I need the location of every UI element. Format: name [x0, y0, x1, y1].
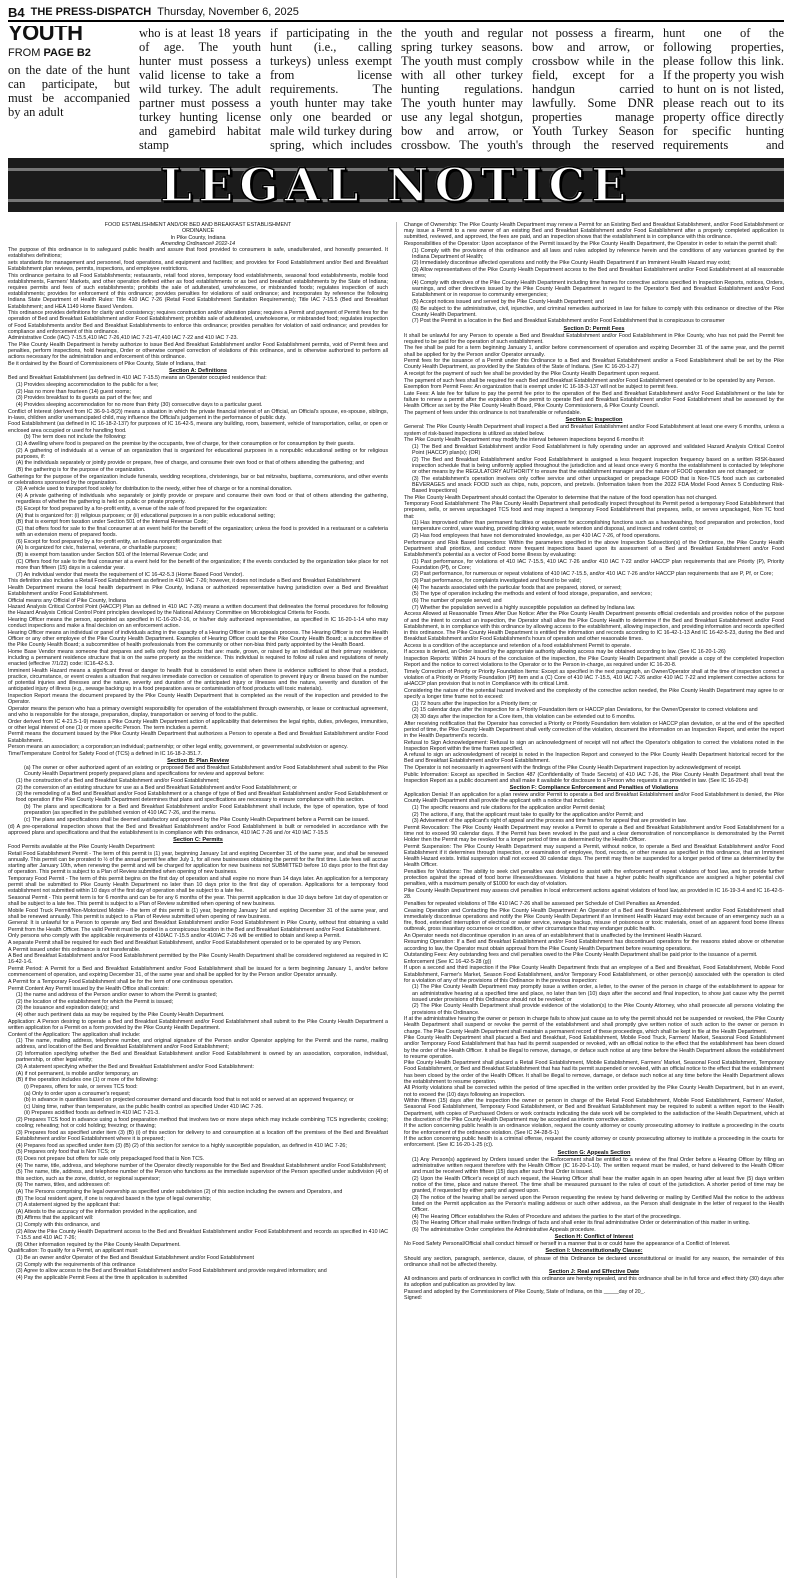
notice-paragraph: (B) if the operation includes one (1) or more of the following: [16, 1077, 158, 1084]
notice-paragraph: Hearing Officer means the person, appointed as specified in IC-16-20-2-16, or his/her duly authorized representative, as specified in IC 16-20-1-14 who may conduct inspections and make a final decision on an enforcement action. [8, 617, 388, 630]
notice-paragraph: Permit Revocation: The Pike County Health Department may revoke a Permit to operate a Bed and Breakfast Establishment and/or Food Establishment for a time not to exceed 90 calendar days. If the Permit has been revoked in the past and a clear demonstration of noncompliance is demonstrated by the Permit Holder then the Permit may be revoked for a longer period of time as determined by the Health Officer. [404, 825, 784, 844]
notice-paragraph: (1) The Pike County Health Department may promptly issue a written order, a letter, to the owner of the person in charge of the establishment to appear for an administrative hearing at a specified time and place, no later than ten (10) days after the second and final inspection, to show just cause why the permit issued under provisions of this Ordinance should not be revoked; or [412, 984, 784, 1003]
legal-column-left [8, 222, 388, 1578]
notice-paragraph: (4) The Hearing Officer establishes the Rules of Procedure and advises the parties to the start of the proceedings. [412, 1213, 681, 1220]
notice-paragraph: An Operator needs not discontinue operation in an area of an establishment that is unaffected by the Imminent Health Hazard. [404, 932, 703, 939]
notice-paragraph: Penalties for Violations: The ability to seek civil penalties was designed to assist with the enforcement of repeat violators of food law, and to provide further protection against the spread of food borne illnesses/diseases. Violations that have a higher public health significance are assigned a higher potential civil penalties, with a maximum penalty of $1000 for each day of violation. [404, 869, 784, 888]
notice-paragraph: The payment of such fees shall be required for each Bed and Breakfast Establishment and/or Food Establishment operated or to be operated by any Person. [404, 377, 776, 384]
notice-paragraph: (1) the name and address of the Person and/or owner to whom the Permit is granted; [16, 992, 218, 999]
notice-paragraph: Official means any Official of Pike County, Indiana [8, 597, 126, 604]
notice-paragraph: The Operator is not necessarily in agreement with the findings of the Pike County Health Department inspection by acknowledgment of receipt. [404, 765, 742, 772]
notice-paragraph: If upon a second and third inspection if the Pike County Health Department finds that an employee of a Bed and Breakfast, Food Establishment, Mobile Food Establishment, Farmer's Market, Season Food Establishment, and/or Temporary Food Establishment, or other person(s) associated with the operation is cited for a violation of any of the provisions of this Ordinance in the previous inspection: [404, 965, 784, 984]
notice-paragraph: Outstanding Fees: Any outstanding fees and civil penalties owed to the Pike County Health Department shall be paid prior to the issuance of a permit. [404, 952, 758, 959]
notice-paragraph: Inspection Report means the document prepared by the Pike County Health Department that is completed as the result of the inspection and provided to the Operator. [8, 692, 388, 706]
notice-paragraph: Exemption from Permit Fees: An organization that is exempt under IC 16-18-3-137 will not be subject to permit fees. [404, 384, 678, 391]
column-divider [396, 222, 397, 1578]
notice-paragraph: (2) The Pike County Health Department shall provide evidence of the violation(s) to the Pike County Attorney, who shall prosecute all persons violating the provisions of this Ordinance. [412, 1003, 784, 1016]
notice-paragraph: Operator means the person who has a primary oversight responsibility for operation of the establishment through ownership, or lease or contractual agreement, and who is responsible for the storage, preparation, display, transportation or serving of food to the public. [8, 705, 388, 718]
notice-paragraph: (5) The type of operation including the methods and extent of food storage, preparation, and services; [412, 591, 652, 598]
notice-paragraph: Permit Period: A Permit for a Bed and Breakfast Establishment and/or Food Establishment shall be issued for a term beginning January 1, and/or before commencement of operation, and expiring December 31, of the same year and shall be applied for by the Person and/or Operator annually. [8, 966, 388, 979]
section-c-body [8, 844, 388, 1281]
notice-paragraph: (4) Prepares food as specified under item (3) (B) (2) of this section for service to a highly susceptible population, as defined in 410 IAC 7-26; [16, 1142, 347, 1149]
section-d-body [404, 333, 784, 417]
notice-paragraph: No Food Safety Personal/Official shall conduct himself or herself in a manner that is or could have the appearance of a Conflict of Interest. [404, 1241, 731, 1248]
notice-paragraph: Pike County Health Department shall placard a Bed and Breakfast, Food Establishment, Mobile Food Truck, Farmers' Market, Seasonal Food Establishment and/or Temporary Food Establishment that has had its permit suspended or revoked, with an official notice to the effect that the establishment has been closed by the order of the Health Officer. It shall be illegal to remove, damage, or deface such notice at any time before the Health Department allows the establishment to resume operation. [404, 1035, 784, 1060]
notice-paragraph: (4) other such pertinent data as may be required by the Pike County Health Department. [16, 1012, 225, 1019]
notice-paragraph: (2) The actions, if any, that the applicant must take to qualify for the application and/or Permit; and [412, 811, 644, 818]
section-b-title: Section B: Plan Review [167, 758, 229, 765]
notice-paragraph: (ii) Prepares acidified foods as defined in 410 IAC 7-21-3. [24, 1110, 160, 1117]
notice-paragraph: This definition also includes a Retail Food Establishment as defined in 410 IAC 7-26; however, it does not include a Bed and Breakfast Establishment [8, 578, 361, 585]
notice-paragraph: (3) Allow representatives of the Pike County Health Department access to the Bed and Breakfast Establishment and/or Food Establishment at all reasonable times; [412, 267, 784, 280]
notice-paragraph: (a) The owner or other authorized agent of an existing or proposed Bed and Breakfast Establishment and/or Food Establishment shall submit to the Pike County Health Department properly prepared plans and specifications for review and approval before: [24, 765, 388, 778]
youth-text-2: who is at least 18 years of age. The youth hunter must possess a valid license to take a wild turkey. The adult partner must possess a turkey hunting license and gamebird habitat stamp [139, 26, 261, 152]
notice-paragraph: (1) The Bed and Breakfast Establishment and/or Food Establishment is fully operating under an approved and validated Hazard Analysis Critical Control Point (HACCP) plan(s); (OR) [412, 443, 784, 456]
notice-paragraph: (2) Past performance, for numerous or repeat violations of 410 IAC 7-15.5, and/or 410 IAC 7-26 and/or HACCP plan requirements that are P, Pf, or Core; [412, 571, 773, 578]
notice-paragraph: (3) The establishment's operation involves only coffee service and other unpackaged or prepackage FOOD that is Non-TCS food such as carbonated BEVERAGES and snack FOOD such as chips, nuts, popcorn, and pretzels. (Information taken from the 2022 FDA Model Food Annex 5 Conducting Risk-Based Inspections) [412, 475, 784, 494]
youth-text-5: not possess a firearm, bow and arrow, or crossbow while in the field, except for a handgun carried lawfully. Some DNR properties manage Youth Turkey Season through the reserved [532, 26, 654, 152]
heading-line: In Pike County, Indiana [170, 234, 226, 241]
notice-paragraph: Application: A Person desiring to operate a Bed and Breakfast Establishment and/or Food Establishment shall submit to the Pike County Health Department a written application for a Permit on a form provided by the Pike County Health Department. [8, 1018, 388, 1031]
notice-paragraph: The Pike County Health Department is hereby authorize to issue Bed And Breakfast Establishment and/or Food Establishment permits, void of Permit fees and penalties, perform inspections, hold hearings, Order or otherwise compel correction of violations of this ordinance, and is otherwise authorized to perform all actions necessary for the administration and enforcement of this ordinance. [8, 342, 388, 361]
notice-paragraph: (5) Accept notices issued and served by the Pike County Health Department; and [412, 298, 604, 305]
notice-paragraph: Seasonal Permit - This permit term is for 6 months and can be for any 6 months of the year. This permit application is due 10 days before 1st day of operation or shall be subject to a late fee. This permit is subject to a Plan of Review submitted when opening of new business. [8, 894, 388, 907]
notice-paragraph: Access is a condition of the acceptance and retention of a food establishment Permit to operate. [404, 642, 631, 649]
jump-prefix: FROM [8, 47, 41, 59]
notice-paragraph: (1) 72 hours after the inspection for a Priority item; or [412, 700, 538, 707]
notice-paragraph: Only persons who comply with the applicable requirements of 410IAC 7-15.5 and/or 410IAC 7-26 will be entitled to obtain and keep a Permit. [8, 933, 341, 940]
notice-paragraph: Order derived from IC 4-21.5-1-9) means a Pike County Health Department action of applicability that determines the legal rights, duties, privileges, immunities, or other legal interest of one (1) or more specific Person. The term includes a permit. [8, 718, 388, 731]
section-i-title: Section I: Unconstitutionally Clause: [545, 1248, 643, 1255]
notice-paragraph: (2) the conversion of an existing structure for use as a Bed and Breakfast Establishment and/or Food Establishment; or [16, 784, 297, 791]
section-h-body [404, 1241, 784, 1247]
notice-paragraph: (i) Prepares, offers for sale, or serves TCS food: [24, 1083, 138, 1090]
notice-paragraph: (4) The name, title, address, and telephone number of the Operator directly responsible for the Bed and Breakfast Establishment and/or Food Establishment; [16, 1162, 387, 1169]
notice-paragraph: (7) Post the Permit in a location in the Bed and Breakfast Establishment and/or Food Establishment that is conspicuous to consumer [412, 318, 725, 325]
notice-paragraph: If the action concerning public health is an ordinance violation, request the county attorney or county prosecuting attorney to institute a proceeding in the courts for the enforcement of the ordinance violation. (See IC 34-28-5-1) [404, 1123, 784, 1136]
notice-paragraph: (b) The term does not include the following: [24, 434, 127, 441]
notice-paragraph: (6) The names, titles, and addresses of: [16, 1182, 111, 1189]
notice-paragraph: Inspection Reports: Within 24 hours of the conclusion of the inspection, the Pike County Health Department shall provide a copy of the completed Inspection Report and the notice to correct violations to the Operator or to the Person in-charge, as required under IC 16-20-8. [404, 655, 784, 669]
notice-paragraph: This ordinance pertains to all Food Establishments; restaurants, retail food stores, temporary food establishments, seasonal food establishments, mobile food establishments, Farmers' Markets, and other operation defined either as food establishments or as bed and breakfast establishments by the State of Indiana; requires permits and fees of such establishments; prohibits the sale of adulterated, unwholesome, or misbranded foods; regulates inspection of such establishments; provides for enforcement of this ordinance; provides penalties for violations of said ordinance; and incorporates by reference the following Indiana State Department of Health Rules: Title 410 IAC 7-26 (Retail Food Establishment Sanitation Requirements); Title IAC 7-15.5 (Bed and Breakfast Establishment; and HEA 1149 Home Based Vendors. [8, 272, 388, 310]
notice-paragraph: If access is denied, an Order issued by the appropriate authority allowing access may be obtained according to law. (See IC 16-20-1-26) [404, 649, 726, 656]
section-e-body [404, 424, 784, 784]
notice-paragraph: (7) Whether the population served is a highly susceptible population as defined by Indiana law. [412, 604, 636, 611]
notice-paragraph: Permit fees for the issuance of a Permit under this Ordinance to a Bed and Breakfast Establishment and/or a Food Establishment shall be set by the Pike County Health Department, as provided by the Statutes of the State of Indiana. (See IC 16-20-1-27) [404, 358, 784, 371]
notice-paragraph: (7) A statement signed by the applicant that: [16, 1202, 120, 1209]
notice-paragraph: (6) Be subject to the administrative, civil, injunctive, and criminal remedies authorized in law for failure to comply with this ordinance or directive of the Pike County Health Department. [412, 305, 784, 318]
notice-paragraph: Resuming Operation: If a Bed and Breakfast Establishment and/or Food Establishment has discontinued operations for the reasons stated above or otherwise according to law, the Operator must obtain approval from the Pike County Health Department before resuming operations. [404, 939, 784, 952]
heading-line: FOOD ESTABLISHMENT AND/OR BED AND BREAKFAST ESTABLISHMENT [104, 222, 292, 228]
notice-paragraph: If the action concerning public health is a criminal offense, request the county attorney or county prosecuting attorney to institute a proceeding in the courts for enforcement. (See IC 16-20-1-25 (c)). [404, 1136, 784, 1149]
notice-paragraph: (7) An individual vendor that meets the requirement of IC 16-42-5.3 (Home Based Food Vendor). [16, 571, 244, 578]
notice-paragraph: Person means an association; a corporation;an individual; partnership; or other legal entity, government, or governmental subdivision or agency. [8, 744, 348, 751]
notice-paragraph: (6) The administrative Order completes the Administrative Appeals procedure. [412, 1226, 596, 1233]
notice-paragraph: (2) Information specifying whether the Bed and Breakfast Establishment and/or Food Establishment is owned by an association, corporation, individual, partnership, or other legal entity; [16, 1051, 388, 1064]
notice-paragraph: (A) the individuals separately or jointly provide or prepare, free of charge, and consume their own food or that of others attending the gathering; and [16, 460, 365, 467]
notice-paragraph: (5) Prepares only food that is Non TCS; or [16, 1149, 116, 1156]
notice-paragraph: A Permit for a Temporary Food Establishment shall be for the term of one continuous operation. [8, 978, 234, 985]
legal-notice [8, 222, 784, 1578]
paper-name: THE PRESS-DISPATCH [30, 6, 152, 18]
page-number: B4 [8, 4, 25, 20]
notice-paragraph: Performance and Risk Based Inspections: Within the parameters specified in the above Inspection Subsection(s) of the Ordinance, the Pike County Health Department shall prioritize, and conduct more frequent inspections based upon its assessment of a Bed and Breakfast Establishment and/or Food Establishment's potential as a vector of Food borne illness by evaluating: [404, 539, 784, 558]
youth-article [8, 26, 784, 152]
notice-paragraph: Imminent Health Hazard means a significant threat or danger to health that is considered to exist when there is evidence sufficient to show that a product, practice, circumstance, or event creates a situation that requires immediate correction or cessation of operation to prevent injury or illness based on the number of potential injuries and illnesses and the nature, severity and duration of the anticipated injury or illnesses and the nature, severity and duration of the anticipated injury of illness (e.g., sewage backing up in a food preparation area or contamination of food products will toxic materials). [8, 667, 388, 693]
notice-paragraph: (6) Except for food prepared by a for-profit entity, an Indiana nonprofit organization that: [16, 538, 223, 545]
notice-paragraph: (A) if not permanent, is mobile and/or temporary, an [16, 1070, 138, 1077]
youth-headline: YOUTH [8, 26, 83, 45]
heading-line: Amending Ordinance# 2022-14 [160, 240, 236, 247]
notice-paragraph: Temporary Food Permit - The term of this permit begins on the first day of operation and shall expire no more than 14 days later. An application for a temporary permit shall be submitted to Pike County Health Department no later than 10 days prior to the first day of operation. Applications for a temporary food establishment not submitted within 10 days of the first day of operation shall be subject to a late fee. [8, 875, 388, 895]
notice-paragraph: Pike County Health Department may assess civil penalties in local enforcement actions against violators of food law, as provided in IC 16-19-3-4 and IC 16-42-5-28. [404, 888, 784, 901]
notice-paragraph: (A) Attests to the accuracy of the information provided in the application, and [16, 1208, 197, 1215]
issue-date: Thursday, November 6, 2025 [157, 6, 299, 18]
notice-paragraph: Be it ordained by the Board of Commissioners of Pike County, State of Indiana, that: [8, 361, 207, 367]
youth-text-3: if participating in the hunt (i.e., calling turkeys) unless exempt from license requirements. The youth hunter may take only one bearded or male wild turkey during spring, which includes [270, 26, 392, 152]
notice-paragraph: All Priority violations shall be corrected within the period of time specified in the written order provided by the Pike County Health Department, but in an event, not to exceed the (10) days following an inspection. [404, 1085, 784, 1098]
notice-paragraph: Health Department means the local health department in Pike County, Indiana or authorized representative having jurisdiction over a Bed and Breakfast Establishment and/or Food Establishment. [8, 584, 388, 597]
notice-paragraph: (2) Has no more than fourteen (14) guest rooms; [16, 388, 131, 395]
notice-paragraph: (4) A private gathering of individuals who separately or jointly provide or prepare and consume their own food or that of others attending the gathering, regardless of whether the gathering is held on public or private property. [16, 493, 388, 506]
notice-paragraph: Administrative Code (IAC) 7-15.5,410 IAC 7-26,410 IAC 7-21-47,410 IAC 7-22 and 410 IAC 7-23. [8, 335, 238, 342]
section-a-title: Section A: Definitions [169, 368, 227, 375]
notice-paragraph: The Pike County Health Department should contact the Operator to determine that the nature of the food operation has not changed. [404, 494, 718, 501]
notice-paragraph: A receipt for the payment of such fee shall be provided by the Pike County Health Department upon request. [404, 371, 660, 378]
youth-text-1: on the date of the hunt can participate, but must be accompanied by an adult [8, 63, 130, 119]
notice-paragraph: (2) Immediately discontinue affected operations and notify the Pike County Health Department if an Imminent Health Hazard may exist; [412, 260, 731, 267]
youth-text-4: the youth and regular spring turkey seasons. The youth must comply with all other turkey hunting regulations. The youth hunter may use any legal shotgun, bow and arrow, or crossbow. The youth's [401, 26, 523, 152]
notice-paragraph: (B) Affirms that the applicant will: [16, 1215, 94, 1222]
notice-paragraph: Should any section, paragraph, sentence, clause, of phrase of this Ordinance be declared unconstitutional or invalid for any reason, the remainder of this ordinance shall not be affected thereby. [404, 1255, 784, 1268]
legal-notice-banner [8, 158, 784, 212]
notice-paragraph: Penalties for repeated violations of Title 410 IAC 7-26 shall be assessed per Schedule of Civil Penalties as Amended. [404, 900, 681, 907]
notice-paragraph: (3) Provides breakfast to its guests as part of the fee; and [16, 395, 152, 402]
notice-paragraph: (1) Be an owner and/or Operator of the Bed and Breakfast Establishment and/or Food Establishment [16, 1254, 254, 1261]
notice-paragraph: (6) The number of people served; and [412, 598, 502, 605]
notice-paragraph: (A) that is organized for: (i) religious purposes; or (ii) educational purposes in a non public educational setting; [16, 512, 276, 519]
notice-paragraph: (1) Past performance, for violations of 410 IAC 7-15.5, 410 IAC 7-26 and/or 410 IAC 7-22 and/or HACCP plan requirements that are Priority (P), Priority Foundation (Pf), or Core; [412, 558, 784, 571]
notice-paragraph: (2) the location of the establishment for which the Permit is issued; [16, 998, 174, 1005]
notice-paragraph: (1) The specific reasons and rule citations for the application and/or Permit denial; [412, 805, 606, 812]
notice-paragraph: The purpose of this ordinance is to safeguard public health and assure that food provided to consumers is safe, unadulterated, and honestly presented. It establishes definitions; [8, 247, 388, 260]
notice-paragraph: (c) Using time, rather than temperature, as the public health control as specified Under 410 IAC 7-26. [24, 1103, 263, 1110]
notice-paragraph: Permit means the document issued by the Pike County Health Department that authorizes a Person to operate a Bed and Breakfast Establishment and/or Food Establishment. [8, 731, 388, 744]
notice-paragraph: (3) A vehicle used to transport food solely for distribution to the needy, either free of charge or for a nominal donation. [16, 486, 293, 493]
notice-paragraph: After receiving notification that the Operator has corrected a Priority or Priority Foundation item violation or HACCP plan deviation, or at the end of the specified period of time, the Pike County Health Department shall verify correction of the violation, document the information on an Inspection Report, and enter the report in the Health Department's records. [404, 720, 784, 739]
section-f-body [404, 792, 784, 1148]
notice-paragraph: (2) Allow the Pike County Health Department access to the Bed and Breakfast Establishment and/or Food Establishment and records as specified in 410 IAC 7-15.5 and 410 IAC 7-26; [16, 1228, 388, 1241]
notice-paragraph: Late Fees: A late fee for failure to pay the permit fee prior to the operation of the Bed and Breakfast Establishment and/or Food Establishment or the late for failure to renew a permit after the expiration of the permit to operate Bed and Breakfast Establishment and/or Food Establishment shall be assessed by the Health Officer as set by the Pike County Health Board, Pike County Commissioners, & Pike County Council. [404, 391, 784, 410]
notice-paragraph: Change of Ownership: The Pike County Health Department may renew a Permit for an Existing Bed and Breakfast Establishment, and/or Food Establishment or may issue a Permit to a new owner of an existing Bed and Breakfast Establishment and/or Food Establishment after a properly completed application is submitted, reviewed, and approved, the fees are paid, and an inspection shows that the establishment is in compliance with this ordinance. [404, 222, 784, 241]
jump-line [8, 46, 130, 60]
notice-paragraph: Gatherings for the purpose of the organization include funerals, wedding receptions, christenings, bar or bat mitzvahs, baptisms, communions, and other events or celebrations sponsored by the organization. [8, 473, 388, 486]
notice-paragraph: Hearing Officer means an individual or panel of individuals acting in the capacity of a Hearing Officer in an appeals process. The Hearing Officer is not the Health Officer or any other employee of the Pike County Health Department. Examples of Hearing Officer could be the Pike County Health Board; a subcommittee of the Pike County Health Board; a subcommittee of health professionals from the community or other non-bias third party appointed by the Health Board. [8, 629, 388, 649]
notice-paragraph: (8) Other information required by the Pike County Health Department. [16, 1241, 181, 1248]
notice-paragraph: Permit Content Any Permit issued by the Health Office shall contain: [8, 985, 169, 992]
banner-title: LEGAL NOTICE [159, 158, 633, 212]
section-i-body [404, 1256, 784, 1268]
notice-paragraph: A Bed and Breakfast Establishment and/or Food Establishment permitted by the Pike County Health Department shall be considered registered as required in IC 16-42-1-6. [8, 953, 388, 966]
notice-paragraph: Retail Food Establishment Permit - The term of this permit is (1) year, beginning January 1st and expiring December 31 of the same year, and shall be renewed annually. This permit can be prorated to ½ of the annual permit fee after July 1, for all new businesses obtaining the permit for the first time. Late fees will accrue starting after January 10th, when renewing the permit and will be charged for application for new business not SUBMITTED before 10 days prior to the first day of operation. This permit is subject to a Plan of Review submitted when opening of new business. [8, 850, 388, 876]
section-j-body [404, 1276, 784, 1302]
notice-paragraph: (2) Upon the Health Officer's receipt of such request, the Hearing Officer shall hear the matter again in an open hearing after at least five (5) days written notice of the time, place and nature thereof. The time shall be measured pursuant to the rules of court of the jurisdiction. A shorter period of time may be granted, if requested by either party and agreed upon. [412, 1175, 784, 1194]
notice-paragraph: (d) A pre-operational inspection shows that the Bed and Breakfast Establishment and/or Food Establishment is built or remodeled in accordance with the approved plans and specifications and that the establishment is in compliance with this ordinance, 410 IAC 7-26 and /or 410 IAC 7-15.5 [8, 823, 388, 836]
youth-column-1 [8, 26, 130, 152]
notice-paragraph: (2) A gathering of individuals at a venue of an organization that is organized for educational purposes in a nonpublic educational setting or for religious purposes, if: [16, 447, 388, 460]
notice-paragraph: A refusal to sign an acknowledgment of receipt is noted in the Inspection Report and conveyed to the Pike County Health Department historical record for the Bed and Breakfast Establishment and/or Food Establishment. [404, 752, 784, 765]
legal-column-right [404, 222, 784, 1578]
notice-paragraph: (3) Advisement of the applicant's right of appeal and the process and time frames for appeal that are provided in law. [412, 818, 687, 825]
notice-paragraph: (1) Any Person(s) aggrieved by Orders issued under the Enforcement shall be entitled to a review of the final Order before a Hearing Officer by filling an administrative written request therefore with the Health Officer (IC 16-20-1-10). The written request must be mailed, or hand delivered to the Health Officer and must be received within fifteen (15) days after such final Order is issued. [412, 1156, 784, 1175]
notice-paragraph: (4) Comply with directives of the Pike County Health Department including time frames for corrective actions specified in Inspection Reports, notices, Orders, warnings, and other directives issued by the Pike County Health Department in regard to the Operator's Bed and Breakfast Establishment and/or Food Establishment or in response to community emergencies; [412, 279, 784, 299]
notice-paragraph: (4) Pay the applicable Permit Fees at the time th application is submitted [16, 1274, 188, 1281]
notice-paragraph: Bed and Breakfast Establishment (as defined in 410 IAC 7-15.5) means an Operator occupied residence that: [8, 375, 267, 382]
notice-paragraph: Time/Temperature Control for Safety Food of (TCS) a defined in IC 16-18-2-351.7. [8, 750, 203, 757]
notice-paragraph: (1) Comply with the provisions of this ordinance and all laws and rules adopted by reference herein and the conditions of any variances granted by the Indiana Department of Health; [412, 247, 784, 260]
notice-paragraph: (2) Prepares TCS food in advance using a food preparation method that involves two or more steps which may include combining TCS ingredients; cooking; cooling; reheating; hot or cold holding; freezing; or thawing; [16, 1117, 388, 1130]
notice-paragraph: (5) Except for food prepared by a for-profit entity, a venue of the sale of food prepared for the organization: [16, 505, 268, 512]
notice-paragraph: Timely Correction of Priority or Priority Foundation Items: Except as specified in the next paragraph, an Owner/Operator shall at the time of inspection correct a violation of a Priority or Priority Foundation (Pf) item and a (C) Core of 410 IAC 7-15.5, 410 IAC 7-26 and/or 410 IAC 7-22 and implement corrective actions for aHACCP plan provision that is not in Compliance with its critical Limit. [404, 668, 784, 688]
notice-paragraph: (B) the gathering is for the purpose of the organization. [16, 467, 146, 473]
notice-paragraph: (B) The local resident agent, if one is required based n the type of legal ownership; [16, 1195, 212, 1202]
notice-paragraph: (b) The plans and specifications for a Bed and Breakfast Establishment and/or Food Establishment shall include, the type of operation, type of food preparation (as specified in the published version of 410 IAC 7-26, and the menu. [24, 804, 388, 817]
notice-paragraph: (B) that is exempt from taxation under Section 501 of the Internal Revenue Code; [16, 519, 208, 526]
notice-paragraph: Signed: [404, 1295, 423, 1302]
notice-paragraph: A Permit issued under this ordinance is not transferable. [8, 946, 141, 953]
notice-paragraph: This ordinance provides definitions for clarity and consistency; requires construction and/or alteration plans; requires a Permit and payment of Permit fees for the operation of Bed and Breakfast Establishment and/or Food Establishment; prohibits sale of adulterated, unwholesome, or misbranded food; regulates inspection of Food Establishments and/or Bed and Breakfast Establishments to enforce this ordinance; provides penalties for violation of said ordinance; and provides for compliance and enforcement of this ordinance. [8, 310, 388, 335]
notice-paragraph: Mobile Food Truck Permit/Non-Motorized Mobile - the term of this permit is (1) year, beginning January 1st and expiring December 31 of the same year, and shall be renewed annually. This permit is subject to a Plan of Review submitted when opening of new business. [8, 907, 388, 920]
notice-paragraph: (2) Comply with the requirements of this ordinance [16, 1261, 136, 1268]
notice-paragraph: Food Establishment (as defined in IC 16-18-2-137) for purposes of IC 16-42-5, means any building, room, basement, vehicle of transportation, cellar, or open or enclosed area occupied or used for handling food. [8, 421, 388, 434]
notice-paragraph: (c) The plans and specifications shall be deemed satisfactory and approved by the Pike County Health Department before a Permit can be issued. [24, 816, 370, 823]
notice-paragraph: (3) the remodeling of a Bed and Breakfast and/or Food Establishment or a change of type of Bed and Breakfast Establishment and/or Food Establishment or food operation if the Pike County Health Department determines that plans and specifications are necessary to ensure compliance with this section. [16, 791, 388, 804]
ordinance-intro [8, 247, 388, 367]
notice-paragraph: All ordinances and parts of ordinances in conflict with this ordinance are hereby repealed, and this ordinance shall be in full force and effect thirty (30) days after its adoption and publication as provided by law. [404, 1275, 784, 1289]
section-g-title: Section G: Appeals Section [557, 1149, 631, 1156]
heading-line: ORDINANCE [181, 228, 215, 235]
notice-paragraph: The payment of fees under this ordinance is not transferable or refundable. [404, 410, 582, 417]
notice-paragraph: Ceasing Operation and Contacting the Pike County Health Department: An Operator of a Bed and Breakfast Establishment and/or Food Establishment shall immediately discontinue operations and notify the Pike County Health Department if an Imminent Health Hazard may exist because of an emergency such as a fire, flood, extended interruption of electrical or water service, sewage backup, misuse of poisonous or toxic materials, onset of an apparent food borne illness outbreak, gross insanitary occurrence or condition, or other circumstance that may endanger public health. [404, 907, 784, 933]
section-f-title: Section F: Compliance Enforcement and Penalties of Violations [509, 785, 679, 792]
notice-paragraph: (3) the issuance and expiration date(s); and [16, 1005, 120, 1012]
section-b-body [8, 765, 388, 836]
notice-paragraph: sets standards for management and personnel, food operations, and equipment and facilities; and provides for Food Establishment and/or Bed and Breakfast Establishment plan reviews, permits, inspections, and employee restrictions. [8, 260, 388, 273]
section-g-body [404, 1157, 784, 1233]
section-a-body [8, 375, 388, 757]
notice-paragraph: (2) 15 calendar days after the inspection for a Priority Foundation item or HACCP plan Deviations, for the Owner/Operator to correct violations and [412, 707, 758, 714]
notice-paragraph: (1) the construction of a Bed and Breakfast Establishment and/or Food Establishment; [16, 778, 220, 784]
ownership-responsibilities [404, 222, 784, 325]
notice-paragraph: Hazard Analysis Critical Control Point (HACCP) Plan as defined in 410 IAC 7-26) means a written document that delineates the formal procedures for following the Hazard Analysis Critical Control Point principles developed by the National Advisory Committee on Microbiological Criteria for Foods. [8, 604, 388, 617]
notice-paragraph: (3) The notice of the hearing shall be served upon the Person requesting the review by hand delivering or mailing by Certified Mail the notice to the address listed on the Permit application as the Person's mailing address or such other address, as the Person shall designate in the letter of request to the Health Officer. [412, 1194, 784, 1213]
section-h-title: Section H: Conflict of Interest [554, 1234, 634, 1241]
notice-paragraph: Conflict of Interest (derived from IC 36-9-1-8(2)) means a situation in which the private financial interest of an Official, an Official's spouse, ex-spouse, siblings, in-laws, children and/or unemancipated child, may influence the Official's judgement in the performance of public duty. [8, 408, 388, 421]
section-d-title: Section D: Permit Fees [563, 325, 625, 332]
notice-paragraph: (b) in advance in quantities based on projected consumer demand and discards food that is not sold or served at an approved frequency; or [24, 1097, 354, 1104]
notice-paragraph: Enforcement (See IC 16-42-5-28 (g)) [404, 958, 492, 965]
notice-paragraph: (3) 30 days after the inspection for a Core item, this violation can be extended out to 6 months. [412, 713, 636, 720]
ordinance-heading [8, 222, 388, 247]
notice-paragraph: General: The Pike County Health Department shall inspect a Bed and Breakfast Establishment and/or Food Establishment at least one every 6 months, unless a system of risk-based inspections is utilized as stated below. [404, 424, 784, 437]
notice-paragraph: (A) Is organized for civic, fraternal, veterans, or charitable purposes; [16, 545, 177, 552]
notice-paragraph: Considering the nature of the potential hazard involved and the complexity of the corrective action needed, the Pike County Health Department may agree to or specify a longer time frame not to exceed: [404, 687, 784, 700]
notice-paragraph: (B) is exempt from taxation under Section 501 of the Internal Revenue Code; and [16, 552, 208, 559]
notice-paragraph: (1) Provides sleeping accommodation to the public for a fee; [16, 381, 159, 388]
notice-paragraph: Pike County Health Department shall placard a Retail Food Establishment, Mobile Establishment, Farmers' Market, Seasonal Food Establishment, Temporary Food Establishment, or Bed and Breakfast Establishment that has had its permit suspended or revoked, with an official notice to the effect that the establishment has been closed by the order of the Health Officer. It shall be illegal to remove, damage, or deface such notice at any time before the Health Department allows the establishment to resume operation. [404, 1060, 784, 1085]
notice-paragraph: The fee shall be paid for a term beginning January 1, and/or before commencement of operation and expiring December 31 of the same year, and the permit shall be applied for by the Person and/or Operator annually. [404, 345, 784, 358]
notice-paragraph: Qualification: To qualify for a Permit, an applicant must: [8, 1248, 139, 1255]
notice-paragraph: Responsibilities of the Operator: Upon acceptance of the Permit issued by the Pike County Health Department, the Operator in order to retain the permit shall: [404, 240, 778, 247]
notice-paragraph: (C) Offers food for sale to the final consumer at a event held for the benefit of the organization; if the events conducted by the organization take place for not more than fifteen (15) days in a calendar year. [16, 558, 388, 571]
notice-paragraph: (3) Agree to allow access to the Bed and Breakfast Establishment and/or Food Establishment and provide required information; and [16, 1268, 327, 1275]
notice-paragraph: (2) The Bed and Breakfast Establishment and/or Food Establishment is assigned a less frequent inspection frequency based on a written RISK-based inspection schedule that is being uniformly applied throughout the jurisdiction and at least once every 6 months the establishment is contacted by telephone or other means by the REGULATORY AUTHORITY to ensure that the establishment manager and the nature of FOOD operation are not changed; or [412, 456, 784, 475]
notice-paragraph: (C) that offers food for sale to the final consumer at an event held for the benefit of the organization; unless the food is provided in a restaurant or a cafeteria with an extension menu of prepared foods. [16, 525, 388, 539]
notice-paragraph: Temporary Food Establishment: The Pike County Health Department shall periodically inspect throughout its Permit period a temporary Food Establishment that prepares, sells, or serves unpackaged TCS food and may inspect a temporary Food Establishment that prepares, sells, or serves unpackaged, Non TC food that: [404, 501, 784, 520]
notice-paragraph: (6) Does not prepare but offers for sale only prepackaged food that is Non TCS. [16, 1156, 205, 1163]
section-e-title: Section E: Inspection [565, 417, 623, 424]
notice-paragraph: Permit Suspension: The Pike County Health Department may suspend a Permit, without notice, to operate a Bed and Breakfast Establishment and/or Food Establishment if it determines through inspection, or examination of employee, food, records, or other means as specified in this ordinance, that an Imminent Health Hazard exists. Initial suspension shall not exceed 30 calendar days. The permit may then be suspended for a longer period of time as determined by the Health Officer. [404, 844, 784, 869]
section-c-title: Section C: Permits [173, 836, 223, 843]
notice-paragraph: A separate Permit shall be required for each Bed and Breakfast Establishment, and/or Food Establishment operated or to be operated by any Person. [8, 939, 362, 946]
notice-paragraph: (A) The Persons comprising the legal ownership as specified under subdivision (2) of this section including the owners and Operators, and [16, 1188, 343, 1195]
notice-paragraph: (1) A dwelling where food is prepared on the premise by the occupants, free of charge, for their consumption or for consumption by their guests. [16, 440, 355, 447]
jump-page: PAGE B2 [43, 47, 91, 59]
notice-paragraph: (5) The Hearing Officer shall make written findings of facts and shall enter its final administrative Order or determination of this matter in writing. [412, 1220, 751, 1227]
section-j-title: Section J: Real and Effective Date [548, 1268, 640, 1275]
notice-paragraph: Application Denial: If an application for a plan review and/or Permit to operate a Bed and Breakfast Establishment and/or Food Establishment is denied, the Pike County Health Department shall provide the applicant with a notice that includes: [404, 792, 784, 805]
notice-paragraph: Passed and adopted by the Commissioners of Pike County, State of Indiana, on this _____day of 20_. [404, 1288, 646, 1295]
notice-paragraph: Access Allowed at Reasonable Times After Due Notice: After the Pike County Health Department presents official credentials and provides notice of the purpose of and the intent to conduct an inspection, the Operator shall allow the Pike County Health to determine if the Bed and Breakfast Establishment and/or Food Establishment, is in compliance with this ordinance by allowing access to the establishment, allowing inspection, and providing information and records specified in this ordinance. The Pike County Health Department is entitled the information and records according to IC 16-42-1-13 And IC 16-42-5-23, during the Bed and Breakfast Establishment and/or Food Establishment's hours of operation and other reasonable times. [404, 611, 784, 642]
youth-text-6: hunt one of the following properties, please follow this link. If the property you wish to hunt on is not listed, please reach out to its property office directly for specific hunting requirements and [663, 26, 784, 152]
notice-paragraph: Refusal to Sign Acknowledgement: Refusal to sign an acknowledgment of receipt will not affect the Operator's obligation to correct the violations noted in the Inspection Report within the time frames specified. [404, 739, 784, 752]
notice-paragraph: (5) The name, title, address, and telephone number of the Person who functions as the immediate supervisor of the Person specified under subdivision (4) of this section, such as the zone, district, or regional supervisor; [16, 1169, 388, 1182]
notice-paragraph: (3) Past performance, for complaints investigated and found to be valid; [412, 578, 582, 585]
notice-paragraph: (2) Has food employees that have not demonstrated knowledge, as per 410 IAC 7-26, of food operations. [412, 533, 661, 539]
notice-paragraph: Within fifteen (15) days after the inspection the owner or person in charge of the Retail Food Establishment, Mobile Food Establishment, Farmers' Market, Seasonal Food Establishment, Temporary Food Establishment, or Bed and Breakfast Establishment may be required to submit a written report to the Health Department, with copies of Purchased Orders or work contracts indicating the date work will be completed to the satisfaction of the Health Department, which at the discretion of the Pike County Health Department may be accepted as interim corrective action. [404, 1098, 784, 1123]
notice-paragraph: (3) A statement specifying whether the Bed and Breakfast Establishment and/or Food Establishment: [16, 1063, 254, 1070]
notice-paragraph: (4) Provides sleeping accommodation for no more than thirty (30) consecutive days to a particular guest. [16, 401, 263, 408]
notice-paragraph: Public Information: Except as specified in Section 487 (Confidentiality of Trade Secrets) of 410 IAC 7-26, the Pike County Health Department shall treat the Inspection Report as a public document and shall make it available for disclosure to a Person who requests it as provided in law. (See IC 16-20-8) [404, 771, 784, 784]
masthead [8, 4, 784, 22]
notice-paragraph: (a) Only to order upon a consumer's request; [24, 1090, 131, 1097]
notice-paragraph: Food Permits available at the Pike County Health Department: [8, 844, 156, 851]
notice-paragraph: (1) Has improvised rather than permanent facilities or equipment for accomplishing functions such as a handwashing, food preparation and protection, food temperature control, ware washing, providing drinking water, waste retention and disposal, and insect and rodent control; or [412, 520, 784, 533]
notice-paragraph: (1) The name, mailing address, telephone number, and original signature of the Person and/or Operator applying for the Permit and the name, mailing address, and location of the Bed and Breakfast Establishment and/or Food Establishment; [16, 1038, 388, 1051]
notice-paragraph: If at the administrative hearing the owner or person in charge fails to show just cause as to why the permit should not be suspended or revoked, the Pike County Health Department shall suspend or revoke the permit of the establishment and shall promptly give written notice of such action to the owner or person in charge. The Pike County Health Department shall maintain a permanent record of these proceedings, which shall be kept in file at the Health Department. [404, 1016, 784, 1035]
notice-paragraph: (4) The hazards associated with the particular foods that are prepared, stored, or served; [412, 584, 622, 591]
notice-paragraph: (3) Prepares food as specified under item (3) (B) (i) of this section for delivery to and consumption at a location off the premises of the Bed and Breakfast Establishment and/or Food Establishment where it is prepared; [16, 1129, 388, 1143]
notice-paragraph: Content of the Application: The application shall include: [8, 1031, 141, 1038]
notice-paragraph: It shall be unlawful for any Person to operate a Bed and Breakfast Establishment and/or Food Establishment in Pike County, who has not paid the Permit fee required to be paid for the operation of such establishment. [404, 332, 784, 345]
notice-paragraph: The Pike County Health Department may modify the interval between inspections beyond 6 months if: [404, 437, 645, 444]
notice-paragraph: (1) Comply with this ordinance, and [16, 1222, 100, 1229]
notice-paragraph: Home Base Vendor means someone that prepares and sells only food products that are: made, grown, or raised by an individual at their primary residence, including a permanent residence structure that is on the same property as the residence. This individual is required to follow all rules and regulations of newly enacted (effective 7/1/22) code: IC16-42-5.3. [8, 648, 388, 668]
notice-paragraph: General: It is unlawful for a Person to operate any Bed and Breakfast Establishment and/or Food Establishment in Pike County, without first obtaining a valid Permit from the Health Officer. The valid Permit must be posted in a conspicuous location in the Bed and Breakfast Establishment and/or Food Establishment. [8, 920, 388, 933]
